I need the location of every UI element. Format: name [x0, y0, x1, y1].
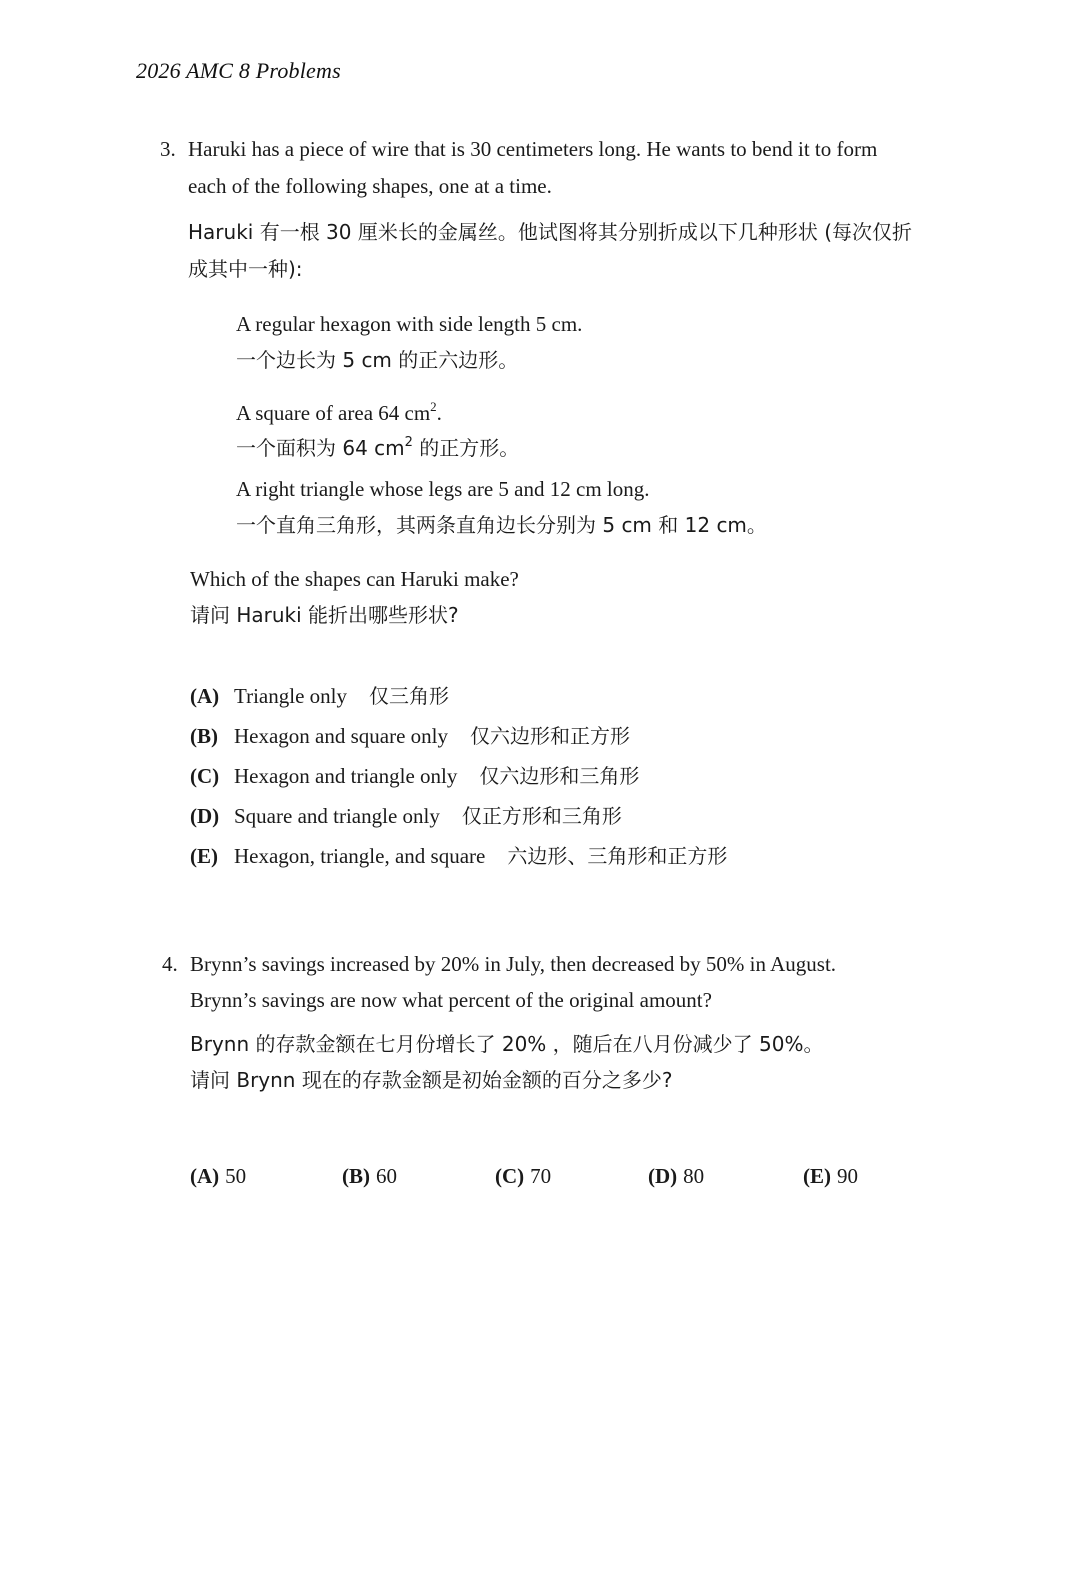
problem-3-question-en: Which of the shapes can Haruki make?	[190, 567, 519, 591]
choice-text-en: Square and triangle only	[234, 804, 440, 828]
problem-4-choice-e[interactable]	[803, 1158, 858, 1194]
shape-square-zh: 一个面积为 64 $cm^2$ 的正方形。	[236, 435, 520, 460]
shape-hexagon-en: A regular hexagon with side length 5 cm.	[236, 312, 583, 336]
shape-triangle-zh: 一个直角三角形，其两条直角边长分别为 5 cm 和 12 cm。	[236, 513, 767, 537]
choice-letter: (C)	[495, 1164, 525, 1188]
choice-text-zh: 仅六边形和三角形	[479, 764, 640, 788]
choice-letter: (B)	[342, 1164, 370, 1188]
choice-value: 60	[376, 1164, 397, 1188]
choice-letter: (D)	[648, 1164, 678, 1188]
choice-text-en: Hexagon and square only	[234, 724, 449, 748]
choice-letter: (E)	[190, 844, 218, 868]
choice-value: 80	[683, 1164, 705, 1188]
choice-value: 50	[225, 1164, 247, 1188]
problem-4-choice-a[interactable]	[190, 1158, 246, 1194]
choice-text-zh: 仅三角形	[368, 684, 449, 708]
problem-4-zh-line-1: Brynn 的存款金额在七月份增长了 20% ，随后在八月份减少了 50%。	[190, 1032, 824, 1056]
shape-triangle-en: A right triangle whose legs are 5 and 12 cm long.	[236, 477, 650, 501]
problem-3-en-line-1: Haruki has a piece of wire that is 30 centimeters long. He wants to bend it to form	[188, 137, 878, 161]
problem-3-zh-line-2: 成其中一种):	[188, 257, 303, 281]
choice-text-zh: 仅正方形和三角形	[461, 804, 622, 828]
choice-letter: (A)	[190, 1164, 220, 1188]
problem-4-choice-b[interactable]	[342, 1158, 397, 1194]
problem-3-choice-c[interactable]	[190, 758, 639, 794]
choice-text-zh: 仅六边形和正方形	[470, 724, 631, 748]
problem-4-number: 4.	[162, 952, 178, 976]
problem-3-choice-b[interactable]	[190, 718, 630, 754]
choice-letter: (C)	[190, 764, 220, 788]
problem-4-en-line-1: Brynn’s savings increased by 20% in July, then decreased by 50% in August.	[190, 952, 837, 976]
shape-square-en: A square of area 64 $cm^2$.	[236, 399, 442, 425]
choice-text-en: Triangle only	[234, 684, 347, 708]
problem-3-choice-e[interactable]	[190, 838, 727, 874]
choice-text-zh: 六边形、三角形和正方形	[507, 844, 728, 868]
problem-4-en-line-2: Brynn’s savings are now what percent of the original amount?	[190, 988, 712, 1012]
problem-4-choice-d[interactable]	[648, 1158, 704, 1194]
choice-text-en: Hexagon and triangle only	[234, 764, 458, 788]
choice-letter: (B)	[190, 724, 218, 748]
page-header-title: 2026 AMC 8 Problems	[136, 58, 341, 83]
choice-letter: (A)	[190, 684, 220, 708]
problem-4-choice-c[interactable]	[495, 1158, 551, 1194]
choice-value: 90	[837, 1164, 858, 1188]
shape-hexagon-zh: 一个边长为 5 cm 的正六边形。	[236, 348, 519, 372]
problem-3-zh-line-1: Haruki 有一根 30 厘米长的金属丝。他试图将其分别折成以下几种形状 (每次仅折	[188, 220, 913, 244]
problem-3-number: 3.	[160, 137, 176, 161]
choice-letter: (D)	[190, 804, 220, 828]
choice-value: 70	[530, 1164, 552, 1188]
problem-3-question-zh: 请问 Haruki 能折出哪些形状?	[190, 603, 459, 627]
problem-3-choice-d[interactable]	[190, 798, 622, 834]
choice-text-en: Hexagon, triangle, and square	[234, 844, 486, 868]
problem-3-en-line-2: each of the following shapes, one at a time.	[188, 174, 552, 198]
choice-letter: (E)	[803, 1164, 831, 1188]
problem-3-choice-a[interactable]	[190, 678, 449, 714]
problem-4-zh-line-2: 请问 Brynn 现在的存款金额是初始金额的百分之多少?	[190, 1068, 673, 1092]
